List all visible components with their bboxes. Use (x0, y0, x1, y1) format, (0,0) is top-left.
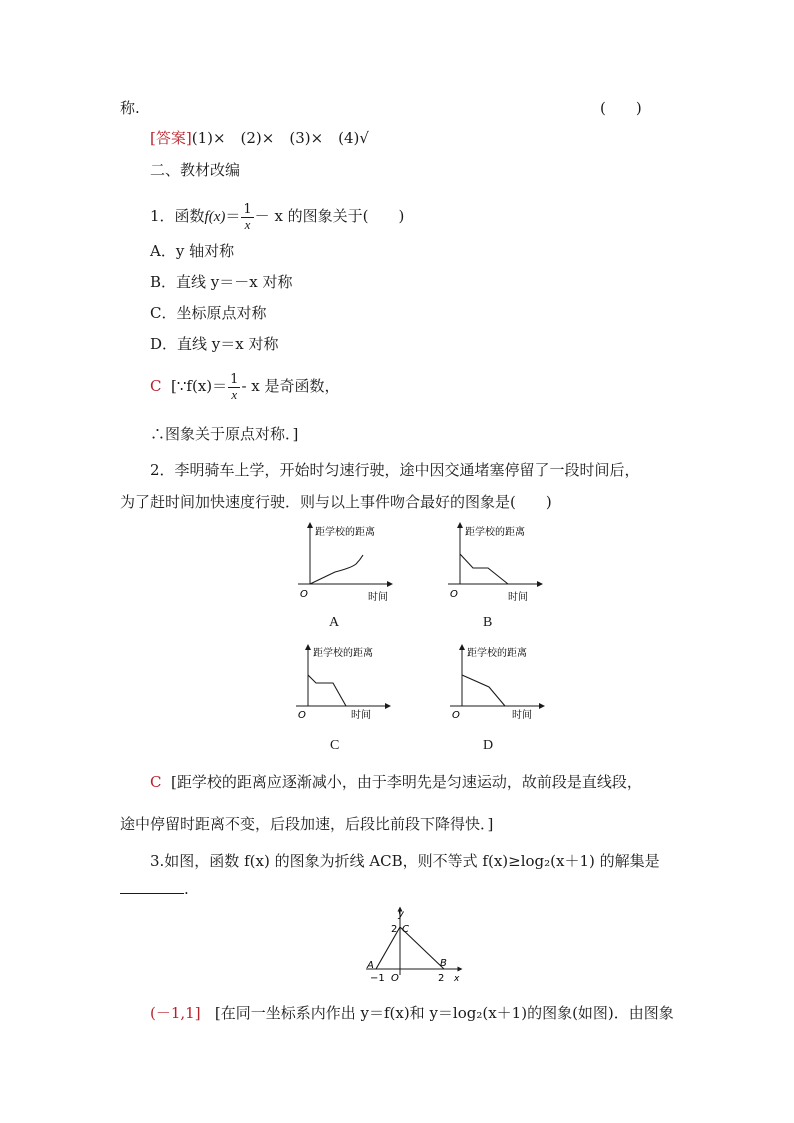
graph-b-xlabel: 时间 (508, 592, 528, 603)
q2-line1: 2．李明骑车上学，开始时匀速行驶，途中因交通堵塞停留了一段时间后， (150, 461, 640, 479)
q1-sol-rest: - x 是奇函数， (241, 377, 340, 395)
q3-point-a: A (367, 960, 374, 971)
caption-a: A (329, 615, 340, 630)
q1-sol-fraction (228, 373, 240, 402)
caption-b: B (483, 615, 493, 630)
q3-tick-neg1: −1 (370, 973, 385, 984)
caption-d: D (483, 738, 494, 753)
graph-b-ylabel: 距学校的距离 (465, 527, 525, 538)
graph-b-origin: O (450, 589, 458, 600)
q1-sol-frac-num: 1 (230, 371, 239, 387)
q3-point-b: B (440, 958, 447, 969)
graph-c-xlabel: 时间 (351, 710, 371, 721)
graph-c (291, 642, 391, 727)
graph-d-ylabel: 距学校的距离 (467, 648, 527, 659)
q2-sol-letter: C (150, 773, 162, 791)
graph-a-ylabel: 距学校的距离 (315, 527, 375, 538)
graph-a-curve (310, 555, 363, 584)
q3-line2 (120, 879, 189, 899)
graph-d-xlabel: 时间 (512, 710, 532, 721)
q1-option-a: A．y 轴对称 (150, 242, 235, 260)
q3-tick-2y: 2 (391, 924, 398, 935)
q1-eq: ＝ (225, 207, 241, 225)
q1-fx: f(x) (204, 209, 226, 225)
q1-option-b: B．直线 y＝－x 对称 (150, 273, 293, 291)
q1-rest: － x 的图象关于( ) (254, 207, 405, 225)
graph-b (443, 520, 543, 605)
graph-c-ylabel: 距学校的距离 (313, 648, 373, 659)
continued-text: 称. (120, 99, 140, 117)
q1-frac-den: x (244, 216, 251, 232)
q1-sol-frac-den: x (231, 386, 238, 402)
q1-solution (150, 368, 340, 404)
caption-c: C (330, 738, 340, 753)
graph-d (445, 642, 545, 727)
q2-solution-line1 (150, 772, 642, 792)
graph-d-origin: O (452, 710, 460, 721)
q1-stem (150, 198, 404, 235)
graph-d-line (462, 675, 505, 706)
q3-line1: 3.如图，函数 f(x) 的图象为折线 ACB，则不等式 f(x)≥log₂(x＋1) 的解集是 (150, 852, 660, 870)
q3-figure (362, 905, 467, 985)
q3-period: . (184, 880, 189, 898)
q3-solution (150, 1003, 674, 1023)
q3-sol-text: [在同一坐标系内作出 y＝f(x)和 y＝log₂(x＋1)的图象(如图)．由图象 (214, 1004, 674, 1022)
q2-solution-line2: 途中停留时距离不变，后段加速，后段比前段下降得快．] (120, 815, 494, 833)
q3-blank (120, 879, 184, 894)
graph-a-origin: O (300, 589, 308, 600)
q3-origin: O (391, 973, 399, 984)
q3-tick-2x: 2 (438, 973, 445, 984)
graph-b-line (460, 554, 508, 584)
q1-sol-line2: ∴图象关于原点对称．] (150, 425, 299, 443)
q2-line2: 为了赶时间加快速度行驶．则与以上事件吻合最好的图象是( ) (120, 493, 552, 511)
q1-fraction (241, 203, 253, 232)
q3-y-label: y (398, 909, 404, 920)
q3-x-label: x (454, 974, 460, 984)
graph-c-origin: O (298, 710, 306, 721)
graph-a-xlabel: 时间 (368, 592, 388, 603)
q1-option-d: D．直线 y＝x 对称 (150, 335, 279, 353)
graph-c-line (308, 675, 346, 706)
answer-items: (1)× (2)× (3)× (4)√ (191, 129, 369, 147)
graph-a (293, 520, 393, 605)
q3-sol-answer: (－1,1] (150, 1004, 201, 1022)
q1-frac-num: 1 (243, 201, 252, 217)
q1-option-c: C．坐标原点对称 (150, 304, 267, 322)
q3-point-c: C (402, 924, 409, 935)
section-heading: 二、教材改编 (150, 161, 241, 179)
q1-prefix: 1．函数 (150, 207, 205, 225)
q3-polyline (376, 927, 444, 969)
q2-sol-text1: [距学校的距离应逐渐减小，由于李明先是匀速运动，故前段是直线段， (171, 773, 642, 791)
answer-paren: ( ) (600, 99, 642, 117)
answer-label: [答案] (150, 129, 192, 147)
q1-sol-letter: C (150, 377, 162, 395)
q1-sol-prefix: [∵f(x)＝ (171, 377, 228, 395)
answer-line (150, 128, 369, 148)
